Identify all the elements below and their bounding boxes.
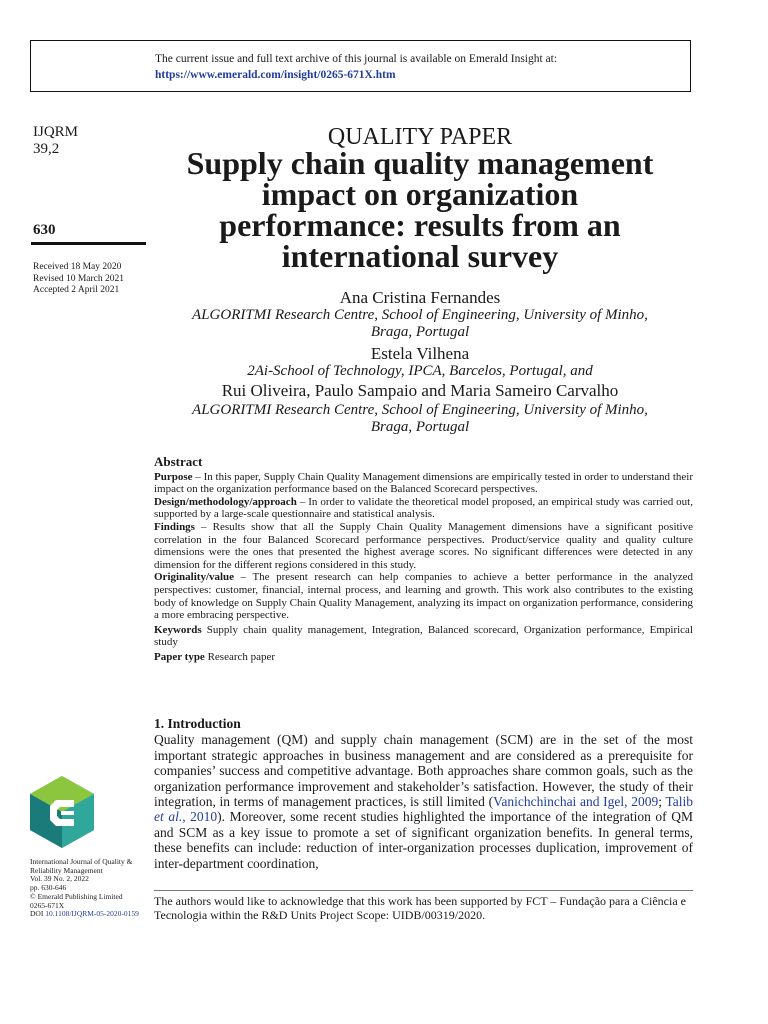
publisher: © Emerald Publishing Limited	[30, 891, 123, 901]
author-1-affiliation-line-1: ALGORITMI Research Centre, School of Engineering, University of Minho,	[192, 307, 648, 323]
citation-link[interactable]: Vanichchinchai and Igel, 2009	[493, 794, 659, 810]
journal-abbr-text: IJQRM	[33, 124, 79, 140]
acknowledgement-footnote: The authors would like to acknowledge that this work has been supported by FCT – Fundação para a Ciência e Tecnologia within the R&D Units Project Scope: UIDB/00319/2020.	[154, 894, 686, 922]
purpose-label: Purpose	[154, 470, 193, 483]
keywords-text: Supply chain quality management, Integration, Balanced scorecard, Organization performance, Empirical study	[154, 623, 693, 649]
submission-dates	[33, 262, 124, 297]
paper-title	[150, 145, 690, 274]
revised-date: Revised 10 March 2021	[33, 273, 125, 284]
doi-link[interactable]: 10.1108/IJQRM-05-2020-0159	[45, 909, 139, 919]
citation-author: Talib	[665, 794, 693, 810]
introduction-section	[154, 716, 693, 871]
title-line: performance: results from an	[219, 207, 621, 243]
issn: 0265-671X	[30, 900, 65, 910]
page-number: 630	[33, 222, 56, 238]
introduction-heading: 1. Introduction	[154, 716, 241, 731]
purpose-text: – In this paper, Supply Chain Quality Management dimensions are empirically tested in order to understand their impact on the organization performance based on the Balanced Scorecard perspectives.	[154, 470, 693, 496]
doi-label: DOI	[30, 909, 44, 919]
keywords-label: Keywords	[154, 623, 202, 636]
abstract-originality	[154, 571, 693, 621]
findings-label: Findings	[154, 520, 195, 533]
author-2-affiliation: 2Ai-School of Technology, IPCA, Barcelos, Portugal, and	[247, 363, 593, 379]
page-number-rule	[31, 242, 146, 245]
citation-et-al: et al.	[154, 809, 183, 825]
author-1: Ana Cristina Fernandes	[339, 288, 501, 307]
title-line: impact on organization	[261, 176, 579, 212]
originality-text: – The present research can help companies to achieve a better performance in the analyzed perspectives: customer, financial, internal process, and learning and growth. This work also contributes to the existing body of knowledge on Supply Chain Quality Management, analyzing its impact on organization performance, considering a more embracing perspective.	[154, 571, 693, 622]
volume-issue: 39,2	[33, 141, 60, 157]
abstract-paper-type	[154, 651, 693, 664]
design-text: – In order to validate the theoretical model proposed, an empirical study was carried out, supported by a large-scale questionnaire and statistical analysis.	[154, 495, 693, 521]
page-range: pp. 630-646	[30, 883, 67, 893]
abstract-design	[154, 496, 693, 521]
intro-text-2: ). Moreover, some recent studies highlighted the importance of the integration of QM and SCM as a key issue to promote a set of significant organization benefits. In general terms, these benefits can include: reduction of inter-organization processes duplication, improvement of inter-department coordination,	[154, 809, 693, 871]
received-date: Received 18 May 2020	[33, 262, 122, 272]
author-3: Rui Oliveira, Paulo Sampaio and Maria Sameiro Carvalho	[221, 381, 619, 400]
abstract	[154, 456, 693, 664]
access-notice-text: The current issue and full text archive of this journal is available on Emerald Insight at:	[155, 53, 558, 65]
findings-text: – Results show that all the Supply Chain Quality Management dimensions have a significant positive correlation in the four Balanced Scorecard performance perspectives. Product/service quality and quality culture dimensions were the ones that presented the highest average scores. No significant differences were detected in any dimension for the different regions considered in this study.	[154, 520, 693, 571]
volume-line: Vol. 39 No. 2, 2022	[30, 874, 89, 884]
author-1-affiliation-line-2: Braga, Portugal	[370, 324, 470, 340]
citation-year: , 2010	[182, 809, 218, 825]
paper-type-text: Research paper	[204, 650, 276, 663]
section-label: QUALITY PAPER	[327, 124, 513, 150]
accepted-date: Accepted 2 April 2021	[33, 285, 120, 295]
originality-label: Originality/value	[154, 571, 235, 584]
journal-information	[30, 858, 150, 919]
journal-archive-link[interactable]: https://www.emerald.com/insight/0265-671X.htm	[155, 69, 396, 81]
emerald-publishing-logo-icon	[30, 776, 94, 848]
journal-name-line-1: International Journal of Quality &	[30, 857, 133, 866]
author-2: Estela Vilhena	[370, 344, 470, 363]
author-3-affiliation-line-2: Braga, Portugal	[370, 419, 470, 435]
title-line: Supply chain quality management	[186, 145, 654, 181]
intro-text-1: Quality management (QM) and supply chain management (SCM) are in the set of the most important strategic approaches in business management and are considered as a prerequisite for companies’ success and competitive advantage. Both approaches share common goals, such as the organization performance improvement and stakeholder’s satisfaction. However, the study of their integration, in terms of management practices, is still limited (	[154, 732, 693, 810]
abstract-findings	[154, 521, 693, 571]
introduction-paragraph	[154, 732, 693, 871]
abstract-heading: Abstract	[154, 454, 203, 469]
abstract-keywords	[154, 624, 693, 649]
title-line: international survey	[281, 238, 559, 274]
journal-abbreviation	[33, 124, 78, 158]
journal-name-line-2: Reliability Management	[30, 865, 103, 875]
author-3-affiliation-line-1: ALGORITMI Research Centre, School of Engineering, University of Minho,	[192, 402, 648, 418]
footnote-rule	[154, 890, 693, 891]
citation-separator: ;	[658, 794, 666, 810]
abstract-purpose	[154, 471, 693, 496]
doi-line	[30, 910, 150, 919]
access-notice-box	[30, 40, 691, 92]
design-label: Design/methodology/approach	[154, 495, 297, 508]
paper-type-label: Paper type	[154, 650, 205, 663]
